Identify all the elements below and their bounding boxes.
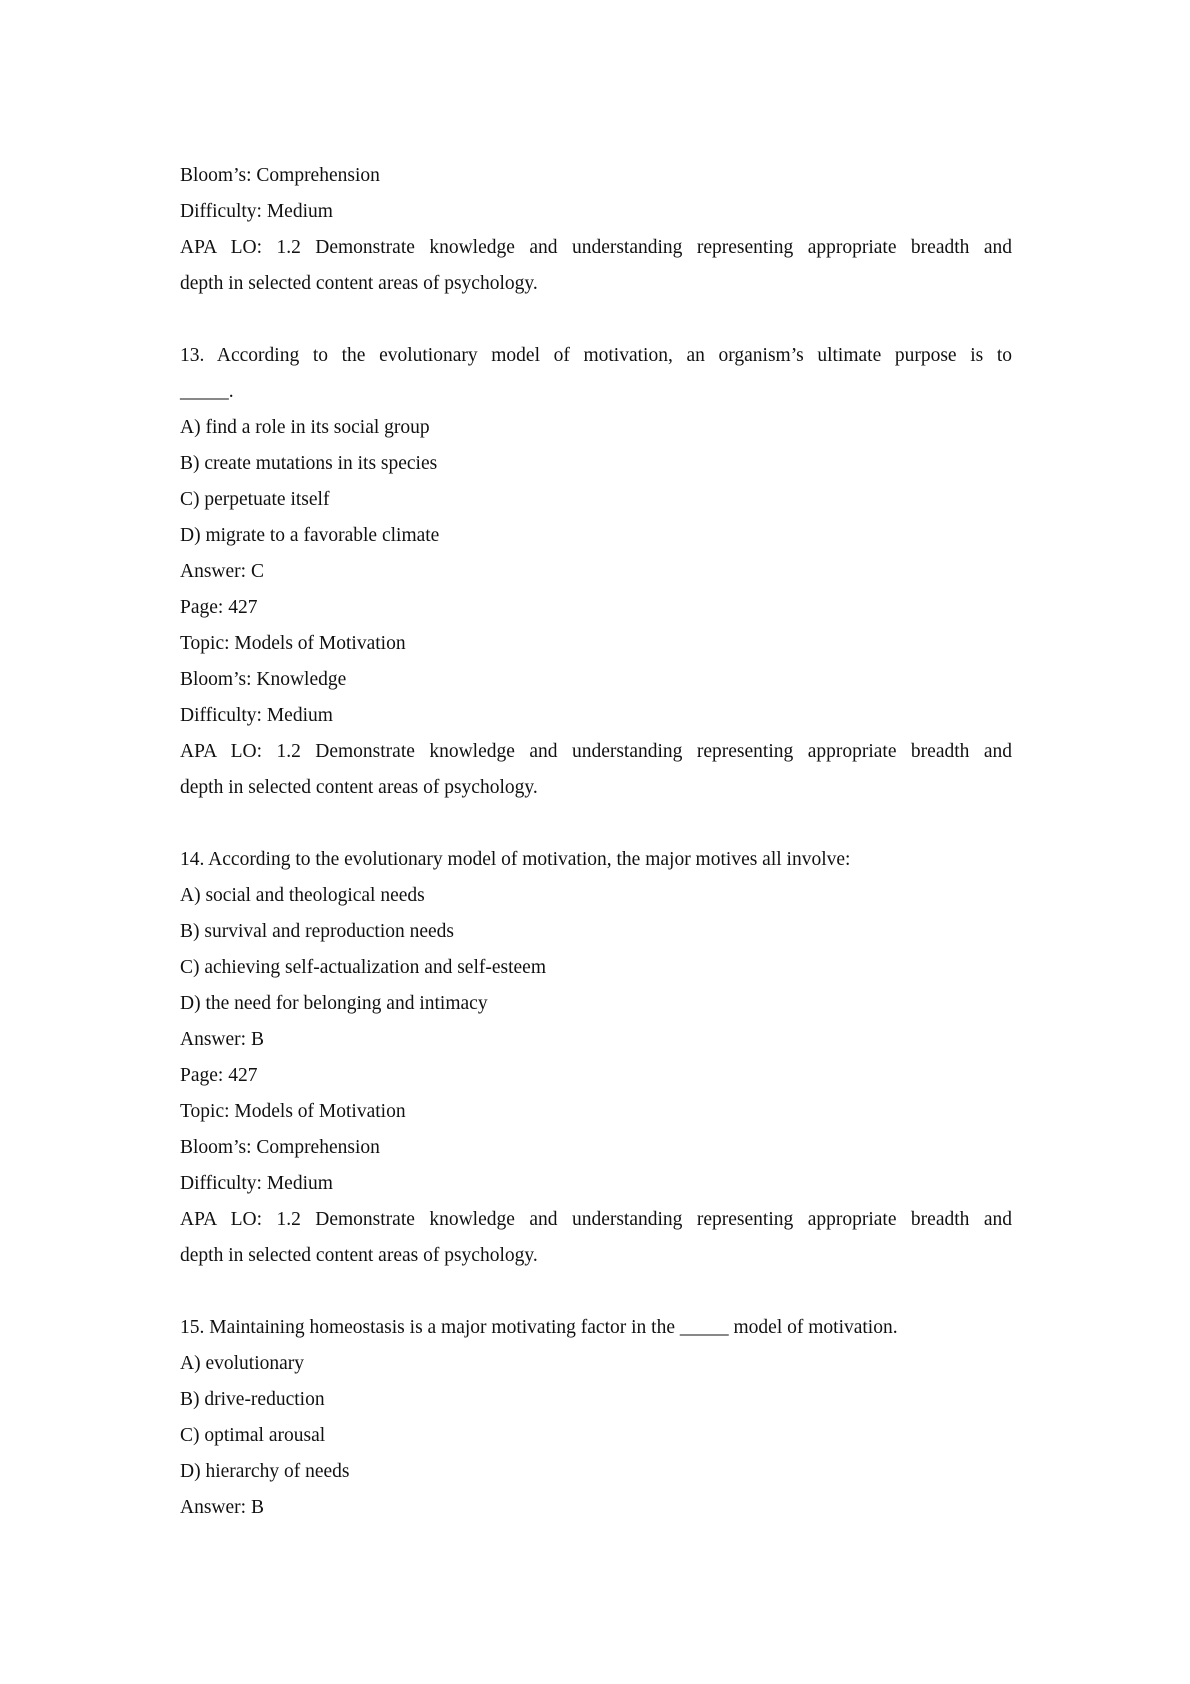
question-13-option-d: D) migrate to a favorable climate (180, 525, 440, 546)
question-15-text: 15. Maintaining homeostasis is a major motivating factor in the _____ model of motivation. (180, 1317, 898, 1338)
question-14-apa-lo-line-1: APA LO: 1.2 Demonstrate knowledge and understanding representing appropriate breadth and (180, 1209, 1012, 1230)
spacer (180, 302, 1012, 338)
question-14-answer: Answer: B (180, 1029, 264, 1050)
question-13-page: Page: 427 (180, 597, 258, 618)
question-12-metadata (180, 158, 1012, 302)
question-14 (180, 842, 1012, 1274)
question-13-blooms: Bloom’s: Knowledge (180, 669, 347, 690)
question-13-text-line-2: _____. (180, 381, 234, 402)
question-15-option-d: D) hierarchy of needs (180, 1461, 350, 1482)
question-15-option-b: B) drive-reduction (180, 1389, 325, 1410)
question-14-option-c: C) achieving self-actualization and self-esteem (180, 957, 547, 978)
question-13-answer: Answer: C (180, 561, 264, 582)
question-15 (180, 1310, 1012, 1526)
difficulty: Difficulty: Medium (180, 201, 333, 222)
question-14-blooms: Bloom’s: Comprehension (180, 1137, 380, 1158)
question-13-topic: Topic: Models of Motivation (180, 633, 406, 654)
question-13-apa-lo-line-1: APA LO: 1.2 Demonstrate knowledge and understanding representing appropriate breadth and (180, 741, 1012, 762)
question-15-answer: Answer: B (180, 1497, 264, 1518)
question-13-option-a: A) find a role in its social group (180, 417, 430, 438)
question-15-option-c: C) optimal arousal (180, 1425, 326, 1446)
question-14-topic: Topic: Models of Motivation (180, 1101, 406, 1122)
question-13-difficulty: Difficulty: Medium (180, 705, 333, 726)
question-14-option-d: D) the need for belonging and intimacy (180, 993, 488, 1014)
blooms-level: Bloom’s: Comprehension (180, 165, 380, 186)
question-13-option-c: C) perpetuate itself (180, 489, 330, 510)
document-body (180, 158, 1012, 1526)
question-14-text: 14. According to the evolutionary model of motivation, the major motives all involve: (180, 849, 851, 870)
question-13-text-line-1: 13. According to the evolutionary model of motivation, an organism’s ultimate purpose is to (180, 345, 1012, 366)
question-14-difficulty: Difficulty: Medium (180, 1173, 333, 1194)
question-14-option-a: A) social and theological needs (180, 885, 425, 906)
apa-lo-line-2: depth in selected content areas of psychology. (180, 273, 538, 294)
question-13 (180, 338, 1012, 806)
question-13-apa-lo-line-2: depth in selected content areas of psychology. (180, 777, 538, 798)
spacer (180, 806, 1012, 842)
spacer (180, 1274, 1012, 1310)
question-13-option-b: B) create mutations in its species (180, 453, 438, 474)
question-14-apa-lo-line-2: depth in selected content areas of psychology. (180, 1245, 538, 1266)
question-14-option-b: B) survival and reproduction needs (180, 921, 455, 942)
apa-lo-line-1: APA LO: 1.2 Demonstrate knowledge and understanding representing appropriate breadth and (180, 237, 1012, 258)
question-15-option-a: A) evolutionary (180, 1353, 305, 1374)
question-14-page: Page: 427 (180, 1065, 258, 1086)
